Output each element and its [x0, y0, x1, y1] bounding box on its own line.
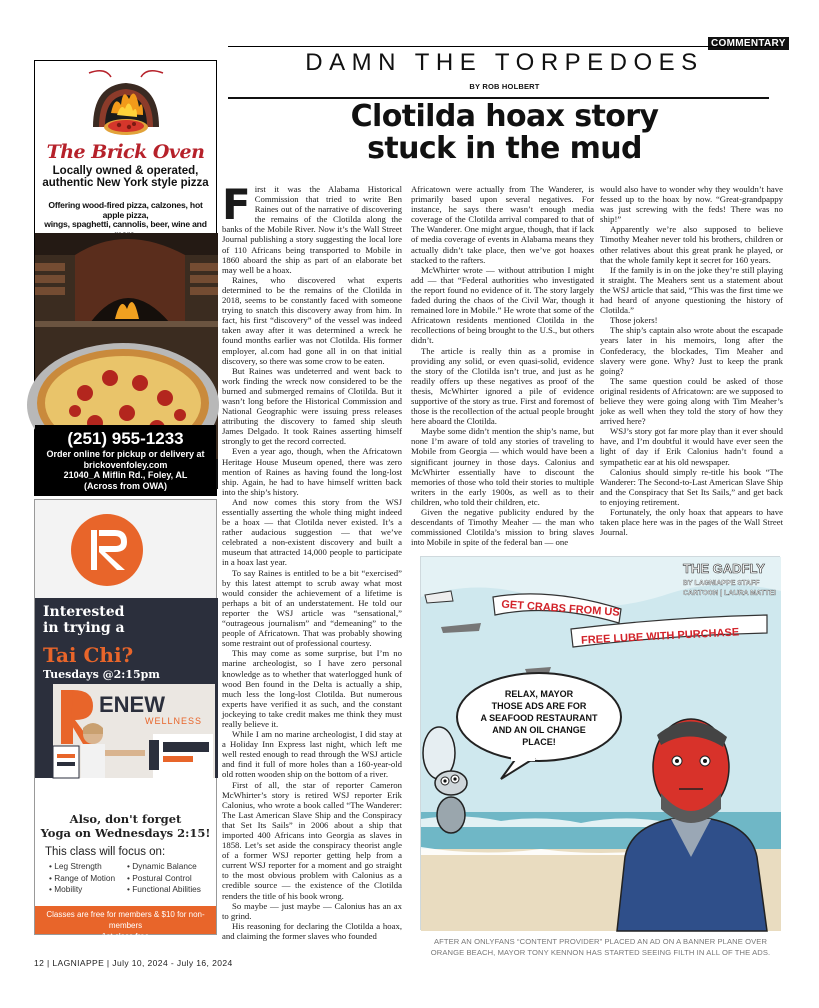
focus-item: • Functional Abilities	[127, 884, 201, 894]
focus-item: • Dynamic Balance	[127, 861, 197, 871]
brick-oven-contact	[35, 425, 216, 495]
article-paragraph: WSJ’s story got far more play than it ever should have, and I’m doubtful it would have ever seen the light of day if Erik Calonius hadn’t found a sympathetic ear at his old newspaper.	[600, 426, 783, 467]
brick-oven-website[interactable]: brickovenfoley.com	[83, 459, 168, 470]
renew-yoga-note	[35, 812, 216, 840]
article-paragraph: Maybe some didn’t mention the ship’s name, but none I’m aware of told any stories of traveling to Mobile from Georgia — which would have been a significant journey in those days. Calonius and McWhirter essentially have to discount the memories of those who told their stories to multiple writers in the early 1900s, as well as to their children, who told their children, etc.	[411, 426, 594, 507]
cartoon-credit-2: CARTOON | LAURA MATTEI	[683, 590, 776, 597]
renew-interested-text	[43, 604, 125, 636]
renew-brand-sub: WELLNESS	[145, 716, 203, 726]
article-paragraph: And now comes this story from the WSJ essentially asserting the whole thing might indeed be a hoax — that Clotilda never existed. It’s a rather audacious suggestion — that we’ve celebrated a non-existent discovery and built a museum that attracted 14,000 people to participate in a hoax last year.	[222, 496, 402, 568]
brick-oven-description	[35, 199, 216, 233]
renew-focus-title: This class will focus on:	[45, 846, 166, 858]
article-paragraph: Fortunately, the only hoax that appears to have taken place here was in the pages of the Wall Street Journal.	[600, 507, 783, 538]
article-paragraph: So maybe — just maybe — Calonius has an ax to grind.	[222, 900, 402, 921]
focus-item: • Mobility	[49, 884, 83, 894]
headline	[228, 101, 781, 165]
desc-line1: Offering wood-fired pizza, calzones, hot apple pizza,	[48, 200, 203, 220]
article-paragraph: Raines, who discovered what experts determined to be the remains of the Clotilda in 2018, seems to be constantly faced with someone trying to snatch this discovery away from him. In fact, his first “discovery” of the vessel was indeed taken away after it was determined a wreck he found months earlier was not Clotilda. His former employer, al.com had gone all in on that initial discovery, so there was some crow to be eaten.	[222, 274, 402, 366]
cartoon-art	[421, 557, 781, 931]
pricing-line1: Classes are free for members & $10 for non-members	[46, 910, 205, 930]
section-label: COMMENTARY	[708, 37, 789, 50]
banner-1-text: GET CRABS FROM US	[500, 598, 621, 619]
order-online-text: Order online for pickup or delivery at	[46, 449, 205, 459]
pizza-oven-logo	[85, 65, 167, 151]
byline: BY ROB HOLBERT	[469, 82, 540, 91]
also-line2: Yoga on Wednesdays 2:15!	[40, 826, 211, 840]
article-paragraph: Calonius should simply re-title his book “The Wanderer: The Second-to-Last American Slave Ship and the Conspiracy that Set Its Sails,” and get back to enjoying retirement.	[600, 466, 783, 507]
article-paragraph: Africatown were actually from The Wanderer, is primarily based upon several negatives. For instance, he says there wasn’t enough media coverage of the Clotilda arrival compared to that of The Wanderer. One might argue, though, that if lack of media coverage of events in Alabama means they actually didn’t take place, then we’ve got hoaxes stacked to the rafters.	[411, 184, 594, 265]
cartoon-title: THE GADFLY	[683, 561, 765, 576]
bubble-line-2: THOSE ADS ARE FOR	[491, 701, 587, 711]
focus-item: • Leg Strength	[49, 861, 102, 871]
bubble-line-4: AND AN OIL CHANGE	[492, 725, 586, 735]
interested-line1: Interested	[43, 604, 125, 620]
also-line1: Also, don't forget	[69, 812, 182, 826]
renew-wellness-ad[interactable]	[34, 499, 217, 941]
brick-oven-ad[interactable]	[34, 60, 217, 496]
cartoon-caption: AFTER AN ONLYFANS “CONTENT PROVIDER” PLACED AN AD ON A BANNER PLANE OVER ORANGE BEACH, MAYOR TONY KENNON HAS STARTED SEEING FILTH IN ALL OF THE ADS.	[430, 937, 771, 957]
banner-2-text: FREE LUBE WITH PURCHASE	[580, 626, 740, 647]
renew-photo-art	[53, 684, 215, 778]
article-paragraph: First of all, the star of reporter Cameron McWhirter’s story is retired WSJ reporter Erik Calonius, who wrote a book called “The Wanderer: The Last American Slave Ship and the Conspiracy that Set Its Sails” in 2006 about a ship that imported 400 Africans into Georgia as slaves in 1858. Let’s set aside the conspiracy theorist angle of a former WSJ reporter getting help from a current WSJ reporter for a moment and go straight to the most obvious problem with Calonius as a credible source — the existence of the Clotilda renders the title of his book wrong.	[222, 779, 402, 901]
renew-focus-list	[49, 861, 214, 896]
article-column-2	[411, 184, 594, 554]
bubble-line-3: A SEAFOOD RESTAURANT	[480, 713, 598, 723]
interested-line2: in trying a	[43, 620, 125, 636]
renew-logo-area	[35, 500, 216, 598]
renew-instructor-photo	[53, 684, 215, 778]
article-paragraph: Apparently we’re also supposed to believe Timothy Meaher never told his brothers, children or other relatives about this great prank he played, or that the whole family kept it secret for 160 years.	[600, 224, 783, 265]
top-rule	[228, 46, 781, 47]
article-paragraph: His reasoning for declaring the Clotilda a hoax, and claiming the former slaves who founded	[222, 920, 402, 941]
tagline-line1: Locally owned & operated,	[52, 165, 199, 177]
brick-oven-address: 21040_A Miflin Rd., Foley, AL	[63, 470, 188, 480]
focus-item: • Postural Control	[127, 872, 192, 883]
brick-oven-phone[interactable]: (251) 955-1233	[67, 429, 184, 448]
renew-class-name: Tai Chi?	[43, 643, 134, 667]
article-paragraph: would also have to wonder why they wouldn’t have fessed up to the hoax by now. “Great-grandpappy was just screwing with the feds! There was no ship!”	[600, 184, 783, 225]
renew-pricing-banner	[35, 906, 216, 941]
renew-brand-text: ENEW	[99, 692, 165, 717]
article-paragraph: This may come as some surprise, but I’m no marine archeologist, so I have zero personal knowledge as to whether that waterlogged hunk of wood Ben found in the Delta is actually a ship, much less the long-lost Clotilda. But numerous experts have verified it as such, and the constant jockeying to take credit makes me think they must really believe it.	[222, 648, 402, 729]
series-title: DAMN THE TORPEDOES	[305, 49, 704, 76]
article-paragraph: Those jokers!	[610, 315, 658, 326]
paragraph-text: irst it was the Alabama Historical Commission that tried to write Ben Raines out of the narrative of discovering the remains of the Clotilda along the banks of the Mobile River. Now it’s the Wall Street Journal publishing a story suggesting the local lore of 110 Africans being transported to Mobile in 1860 aboard the ship as part of an elaborate bet may well be a hoax.	[222, 184, 402, 275]
brick-oven-note: (Across from OWA)	[83, 480, 167, 491]
headline-line1: Clotilda hoax story	[350, 99, 659, 134]
headline-line2: stuck in the mud	[367, 131, 642, 166]
article-paragraph: Given the negative publicity endured by the descendants of Timothy Meaher — the man who commissioned Clotilda’s mission to bring slaves into Mobile in spite of the federal ban — one	[411, 507, 594, 548]
bubble-line-1: RELAX, MAYOR	[504, 689, 574, 699]
article-paragraph	[222, 180, 402, 275]
desc-line2: wings, spaghetti, cannolis, beer, wine and	[44, 219, 207, 230]
brick-oven-tagline	[35, 165, 216, 189]
tagline-line2: authentic New York style pizza	[42, 177, 209, 189]
article-column-1	[222, 180, 402, 944]
article-paragraph: But Raines was undeterred and went back to work finding the wreck now considered to be the burned and submerged remains of Clotilda. But it wasn’t long before the Historical Commission and National Geographic were issuing press releases attributing the discovery to famed ship sleuth James Delgado. It took Raines asserting himself strongly to get the record corrected.	[222, 365, 402, 447]
article-paragraph: The same question could be asked of those original residents of Africatown: are we supposed to believe they were going along with Tim Meaher’s joke as well when they told the story of how they arrived here?	[600, 375, 783, 427]
article-paragraph: Even a year ago, though, when the Africatown Heritage House Museum opened, there was zero mention of Raines as having found the long-lost ship. Again, he had to have himself written back into the ship’s history.	[222, 446, 402, 497]
bubble-line-5: PLACE!	[522, 737, 556, 747]
article-paragraph: If the family is in on the joke they’re still playing it straight. The Meahers sent us a statement about the WSJ article that said, “This was the first time we had heard of anyone questioning the history of Clotilda.”	[600, 264, 783, 316]
article-paragraph: While I am no marine archeologist, I did stay at a Holiday Inn Express last night, which left me well rested enough to read through the WSJ article and find it full of more holes than a 160-year-old old rotten wooden ship on the bottom of a river.	[222, 729, 402, 780]
brick-oven-name: The Brick Oven	[46, 141, 205, 163]
cartoon-credit-1: BY LAGNIAPPE STAFF	[683, 580, 760, 587]
focus-item: • Range of Motion	[49, 872, 116, 883]
article-paragraph: The article is really thin as a promise in providing any solid, or even quasi-solid, evidence the story of the Clotilda isn’t true, and just as he readily offers up these negatives as proof of the thesis, McWhirter ignored a pile of evidence supportive of the story as true. First and foremost of those is the recollection of the actual people brought here aboard the Clotilda.	[411, 345, 594, 427]
pricing-line2: 1st class free	[101, 932, 150, 941]
editorial-cartoon	[420, 556, 780, 930]
page-footer: 12 | LAGNIAPPE | July 10, 2024 - July 16, 2024	[34, 958, 233, 968]
article-paragraph: McWhirter wrote — without attribution I might add — that “Federal authorities who investigated the report found no evidence of it. The story largely faded during the chaos of the Civil War, though it remained lore in Mobile.” He wrote that some of the Africatown residents mentioned Clotilda in the recollections of being brought to the U.S., but others didn’t.	[411, 264, 594, 346]
article-paragraph: The ship’s captain also wrote about the escapade years later in his memoirs, long after the Confederacy, the blockades, Tim Meaher and slavery were gone. Why? Just to keep the prank going?	[600, 325, 783, 376]
brick-oven-header	[35, 61, 216, 199]
drop-cap: F	[222, 180, 251, 229]
article-column-3	[600, 184, 783, 580]
renew-schedule: Tuesdays @2:15pm	[43, 668, 160, 681]
article-paragraph: To say Raines is entitled to be a bit “exercised” by this latest attempt to scrub away what most would consider the achievement of a lifetime is perhaps a bit of an understatement. He told our reporter the WSJ article was “sensational,” “outrageous journalism” and “demeaning” to the people of Africatown. That was probably showing some restraint out of professional courtesy.	[222, 567, 402, 649]
renew-logo-icon	[35, 500, 218, 598]
